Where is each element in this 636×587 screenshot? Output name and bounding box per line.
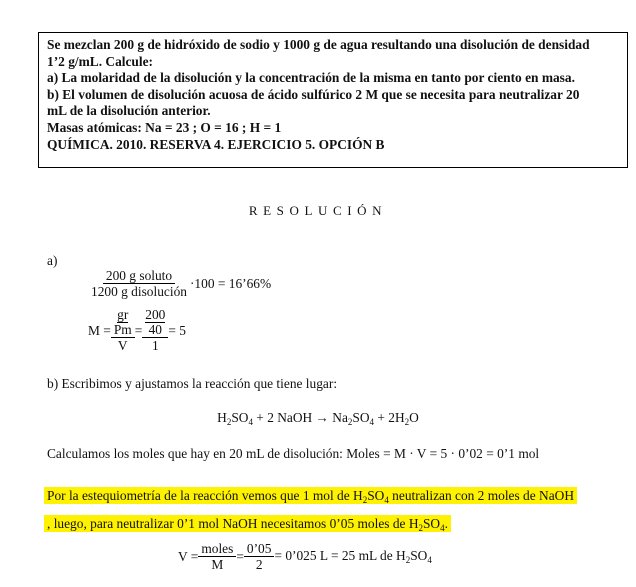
formula-text: + 2H: [374, 410, 405, 425]
highlighted-line: [44, 515, 451, 532]
subscript: 2: [404, 417, 410, 427]
molarity-result: = 5: [168, 322, 186, 338]
part-b-intro: b) Escribimos y ajustamos la reacción que tiene lugar:: [47, 376, 338, 391]
moles-calculation: Calculamos los moles que hay en 20 mL de disolución: Moles = M · V = 5 · 0’02 = 0’1 mol: [47, 446, 540, 461]
subscript: 4: [384, 495, 389, 505]
text-segment: .: [444, 516, 448, 531]
formula-text: O: [409, 410, 419, 425]
text-segment: Por la estequiometría de la reacción vemos que 1 mol de: [47, 488, 354, 503]
subscript: 4: [248, 417, 253, 427]
percentage-formula: [88, 268, 271, 299]
formula-text: H: [408, 516, 419, 531]
fraction-denominator: 2: [255, 557, 263, 572]
problem-line: b) El volumen de disolución acuosa de ácido sulfúrico 2 M que se necesita para neutralizar 20: [47, 86, 580, 102]
inner-denominator: Pm: [113, 322, 132, 337]
formula-text: H: [217, 410, 227, 425]
molarity-prefix: M =: [88, 322, 111, 338]
formula-text: H: [353, 488, 363, 503]
text-segment: neutralizan con 2 moles de NaOH: [388, 488, 575, 503]
inner-numerator: 200: [145, 307, 166, 322]
fraction-denominator: M: [211, 557, 224, 572]
volume-formula: [178, 541, 432, 572]
reaction-equation: [0, 410, 636, 427]
fraction-denominator: V: [117, 338, 128, 353]
subscript: 2: [226, 417, 232, 427]
subscript: 2: [418, 523, 423, 533]
fraction-denominator: 1200 g disolución: [91, 284, 187, 299]
problem-line: Se mezclan 200 g de hidróxido de sodio y 1000 g de agua resultando una disolución de densidad: [47, 37, 590, 52]
problem-line: 1’2 g/mL. Calcule:: [47, 53, 153, 69]
equals-sign: =: [134, 322, 143, 338]
formula-text: SO: [352, 410, 370, 425]
problem-source: QUÍMICA. 2010. RESERVA 4. EJERCICIO 5. OPCIÓN B: [47, 136, 385, 152]
fraction-numerator: [142, 308, 168, 338]
inner-numerator: gr: [117, 307, 129, 322]
subscript: 4: [369, 417, 375, 427]
subscript: 2: [405, 555, 411, 565]
subscript: 4: [440, 523, 445, 533]
problem-line: mL de la disolución anterior.: [47, 103, 211, 119]
part-a-label: a): [47, 253, 58, 268]
text-segment: = 0’025 L = 25 mL de H: [274, 548, 406, 563]
percentage-fraction: [88, 268, 190, 299]
fraction-numerator: [111, 308, 135, 338]
volume-fraction: [198, 541, 236, 572]
formula-text: SO: [367, 488, 385, 503]
fraction-numerator: 0’05: [244, 541, 275, 557]
fraction-denominator: 1: [151, 338, 159, 353]
molarity-value-fraction: [142, 308, 168, 353]
subscript: 4: [427, 555, 432, 565]
formula-text: SO: [410, 548, 428, 563]
highlighted-line: [44, 487, 577, 504]
problem-line: a) La molaridad de la disolución y la concentración de la misma en tanto por ciento en masa.: [47, 70, 575, 86]
problem-line: Masas atómicas: Na = 23 ; O = 16 ; H = 1: [47, 119, 282, 135]
fraction-numerator: moles: [198, 541, 236, 557]
inner-denominator: 40: [148, 322, 162, 337]
molarity-formula: [88, 308, 186, 353]
subscript: 2: [347, 417, 353, 427]
equals-sign: =: [236, 548, 244, 564]
resolution-heading: RESOLUCIÓN: [248, 203, 388, 218]
subscript: 2: [362, 495, 368, 505]
volume-prefix: V =: [178, 548, 199, 564]
formula-text: SO: [422, 516, 441, 531]
molarity-fraction: [111, 308, 135, 353]
problem-statement: [47, 37, 619, 153]
formula-text: + 2 NaOH → Na: [252, 410, 348, 425]
formula-text: SO: [231, 410, 249, 425]
text-segment: , luego, para neutralizar 0’1 mol NaOH necesitamos 0’05 moles de: [47, 516, 409, 531]
fraction-numerator: 200 g soluto: [103, 268, 175, 284]
volume-result: [274, 548, 431, 565]
percentage-result: ·100 = 16’66%: [189, 275, 272, 291]
stoichiometry-text: [44, 484, 577, 540]
volume-value-fraction: [244, 541, 275, 572]
